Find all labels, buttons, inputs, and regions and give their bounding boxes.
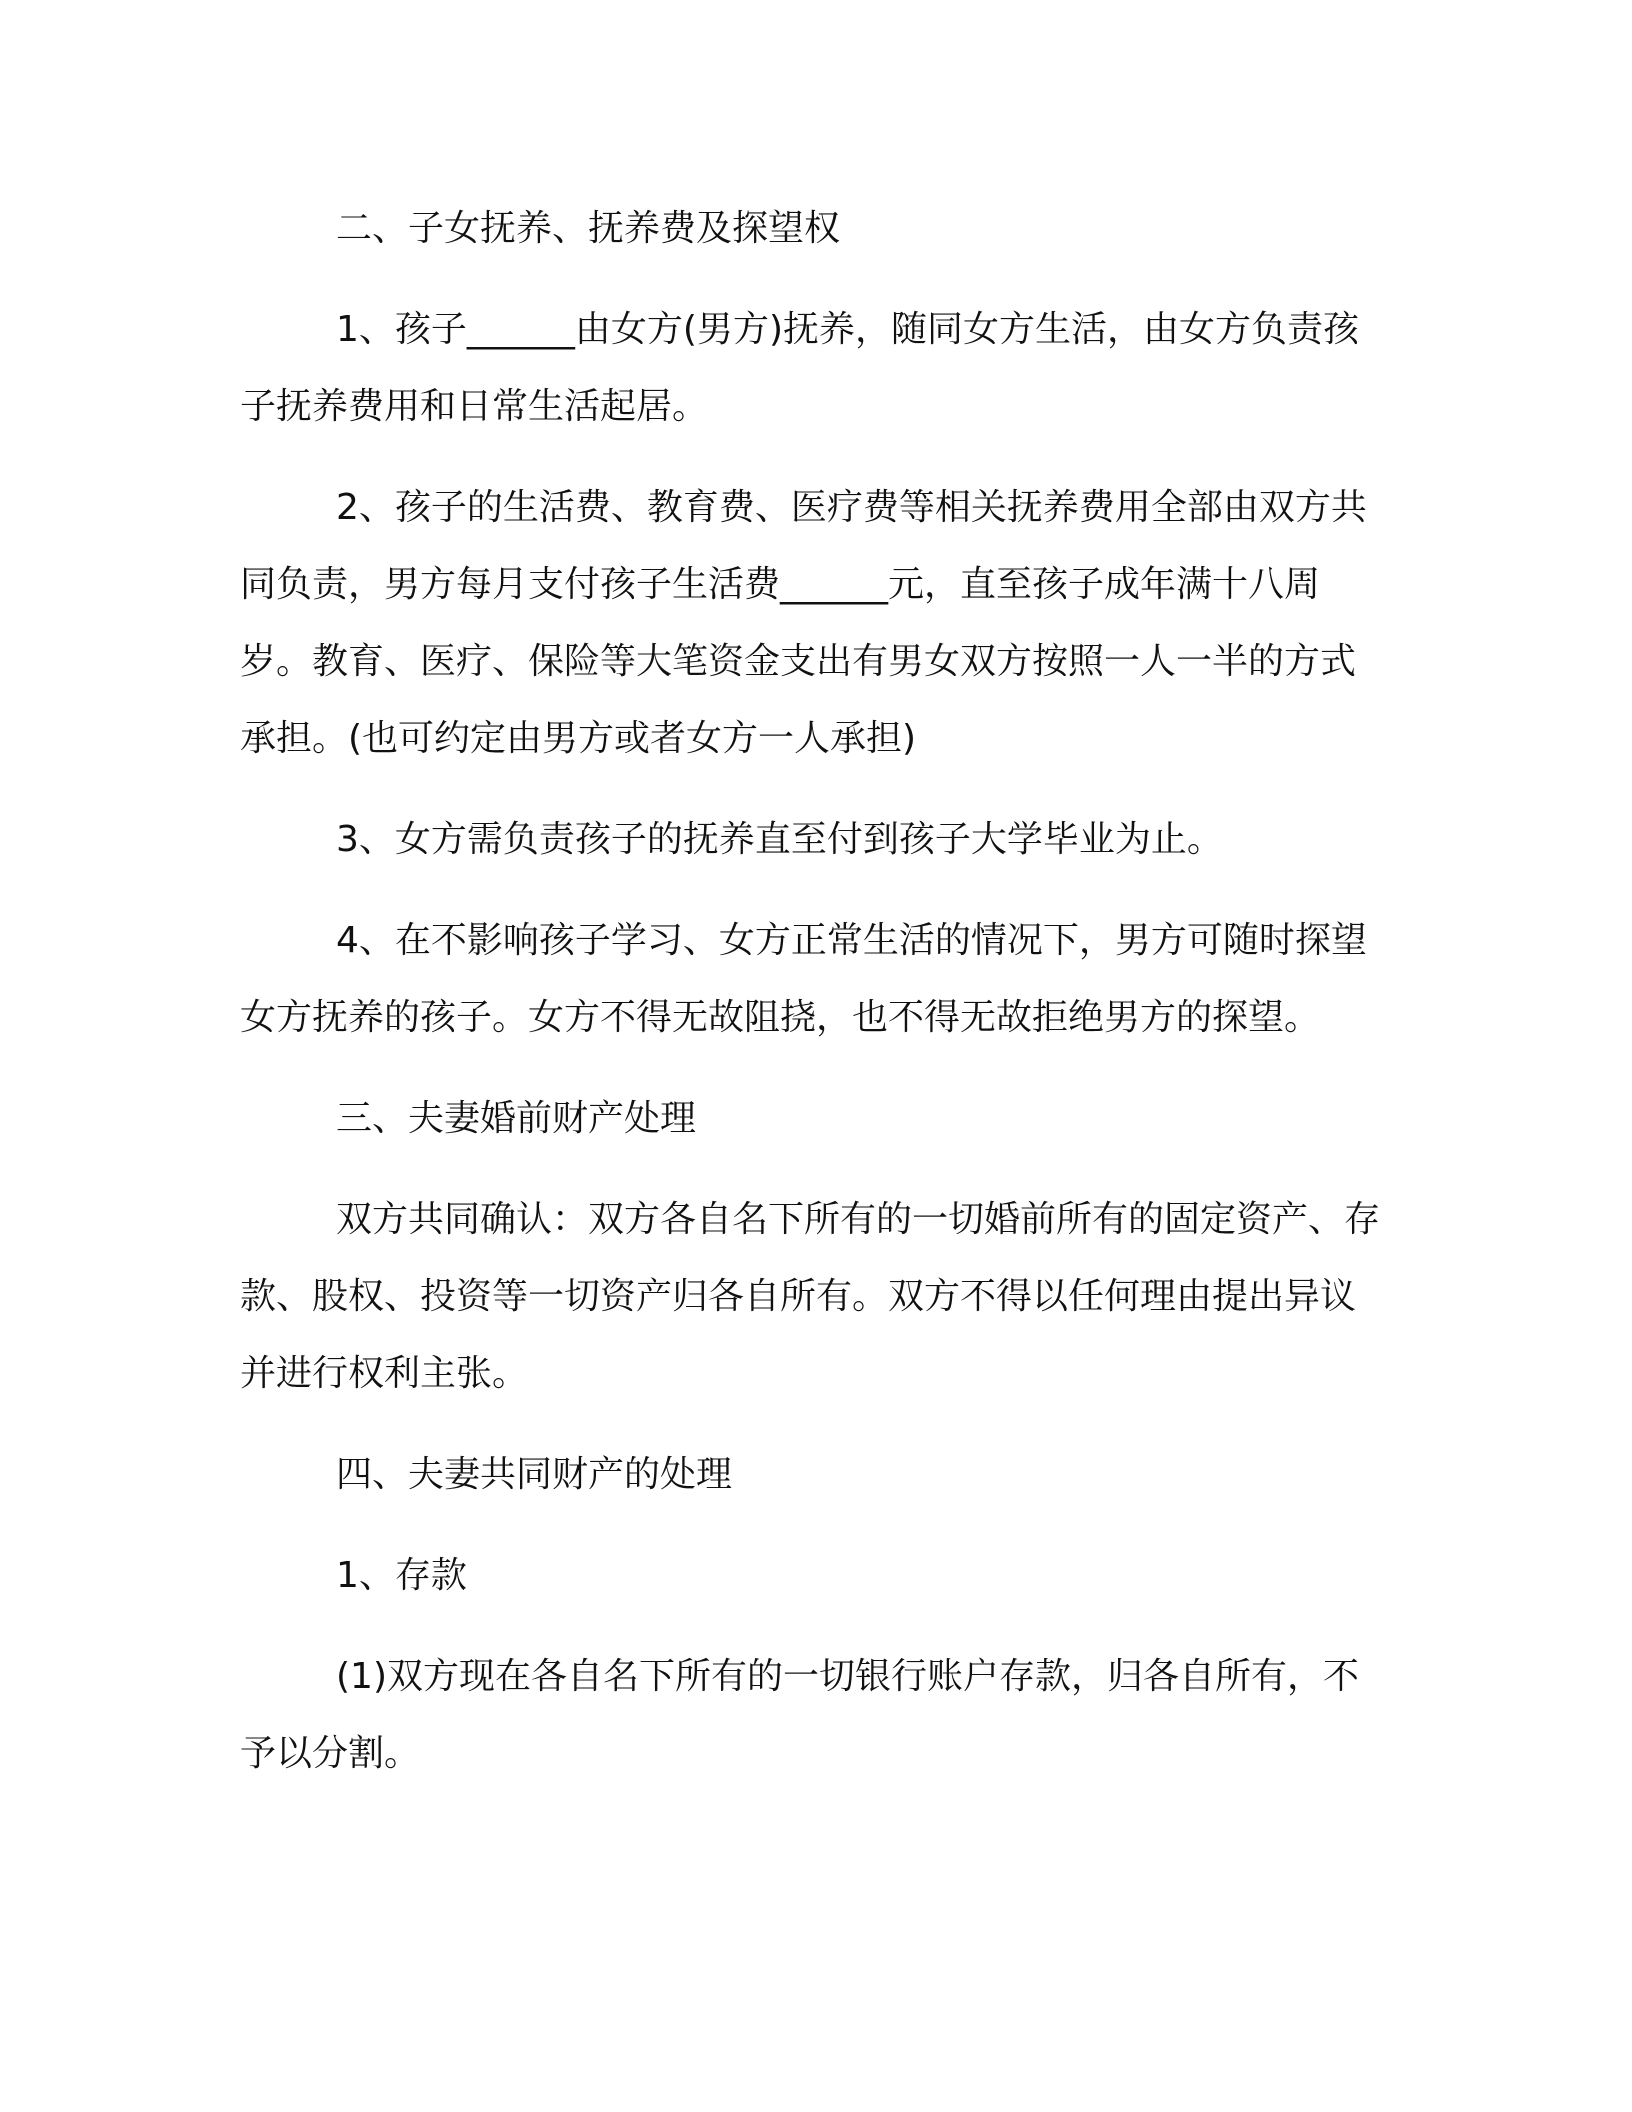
section-4-sub-1-title: 1、存款 — [336, 1555, 467, 1596]
section-2-title: 二、子女抚养、抚养费及探望权 — [336, 208, 841, 249]
section-4-sub-1-item-1: (1)双方现在各自名下所有的一切银行账户存款，归各自所有，不予以分割。 — [240, 1656, 1359, 1774]
document-page — [240, 190, 1390, 1792]
section-2-item-1: 1、孩子______由女方(男方)抚养，随同女方生活，由女方负责孩子抚养费用和日常生活起居。 — [240, 309, 1359, 427]
section-2-item-4: 4、在不影响孩子学习、女方正常生活的情况下，男方可随时探望女方抚养的孩子。女方不得无故阻挠，也不得无故拒绝男方的探望。 — [240, 920, 1367, 1038]
section-2-item-3: 3、女方需负责孩子的抚养直至付到孩子大学毕业为止。 — [336, 819, 1223, 860]
section-3-body: 双方共同确认：双方各自名下所有的一切婚前所有的固定资产、存款、股权、投资等一切资产归各自所有。双方不得以任何理由提出异议并进行权利主张。 — [240, 1199, 1381, 1394]
section-3-title: 三、夫妻婚前财产处理 — [336, 1098, 697, 1139]
section-2-item-2: 2、孩子的生活费、教育费、医疗费等相关抚养费用全部由双方共同负责，男方每月支付孩子生活费______元，直至孩子成年满十八周岁。教育、医疗、保险等大笔资金支出有男女双方按照一人一半的方式承担。(也可约定由男方或者女方一人承担) — [240, 487, 1367, 759]
section-4-title: 四、夫妻共同财产的处理 — [336, 1454, 733, 1495]
